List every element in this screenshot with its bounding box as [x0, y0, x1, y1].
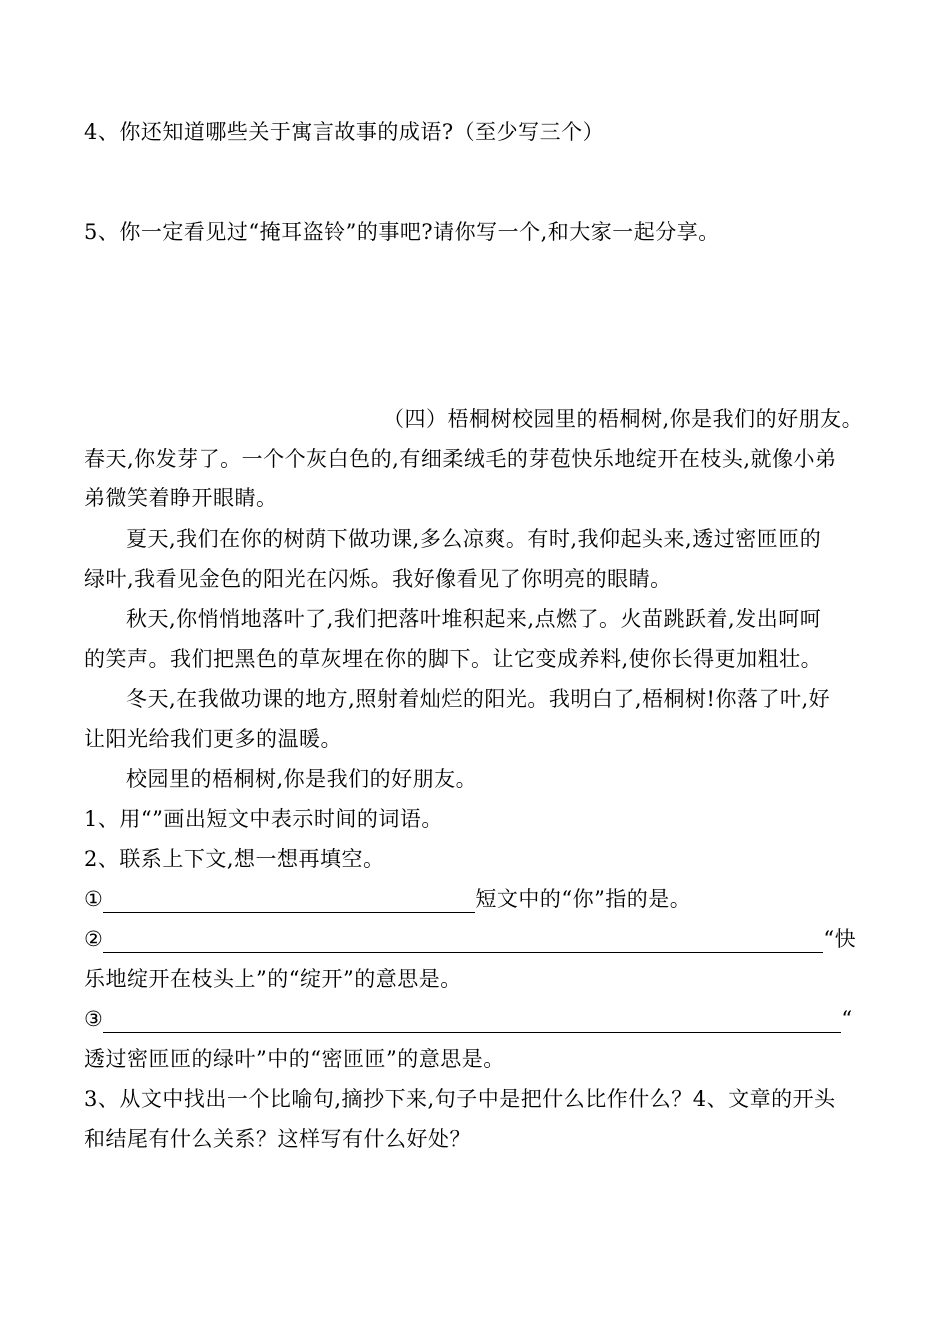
question-1: 1、用“”画出短文中表示时间的词语。 [84, 807, 443, 831]
question-2-1 [84, 885, 691, 913]
question-2-2-tail: “快 [823, 927, 857, 951]
question-5: 5、你一定看见过“掩耳盗铃”的事吧?请你写一个,和大家一起分享。 [84, 220, 720, 244]
question-2-3 [84, 1005, 853, 1033]
passage-p2-line1: 夏天,我们在你的树荫下做功课,多么凉爽。有时,我仰起头来,透过密匝匝的 [126, 527, 822, 551]
passage-p1-line2: 弟微笑着睁开眼睛。 [84, 486, 278, 510]
passage-p1-line1: 春天,你发芽了。一个个灰白色的,有细柔绒毛的芽苞快乐地绽开在枝头,就像小弟 [84, 447, 837, 471]
question-2-3-tail: “ [841, 1007, 853, 1031]
answer-blank-1[interactable] [103, 890, 475, 913]
passage-p4-line1: 冬天,在我做功课的地方,照射着灿烂的阳光。我明白了,梧桐树!你落了叶,好 [126, 687, 831, 711]
answer-blank-2[interactable] [103, 930, 823, 953]
question-2-2 [84, 925, 856, 953]
item-mark-3: ③ [84, 1007, 104, 1031]
question-3-line2: 和结尾有什么关系？这样写有什么好处？ [84, 1127, 471, 1151]
question-2-1-text: 短文中的“你”指的是。 [475, 887, 692, 911]
passage-p3-line1: 秋天,你悄悄地落叶了,我们把落叶堆积起来,点燃了。火苗跳跃着,发出呵呵 [126, 607, 822, 631]
item-mark-1: ① [84, 887, 104, 911]
passage-p2-line2: 绿叶,我看见金色的阳光在闪烁。我好像看见了你明亮的眼睛。 [84, 567, 672, 591]
answer-blank-3[interactable] [103, 1010, 841, 1033]
passage-p3-line2: 的笑声。我们把黑色的草灰埋在你的脚下。让它变成养料,使你长得更加粗壮。 [84, 647, 823, 671]
passage-heading: （四）梧桐树校园里的梧桐树,你是我们的好朋友。 [383, 407, 864, 431]
question-2-3-line2: 透过密匝匝的绿叶”中的“密匝匝”的意思是。 [84, 1047, 505, 1071]
question-2: 2、联系上下文,想一想再填空。 [84, 847, 385, 871]
question-4: 4、你还知道哪些关于寓言故事的成语?（至少写三个） [84, 120, 605, 144]
passage-p5: 校园里的梧桐树,你是我们的好朋友。 [126, 767, 478, 791]
question-3-line1: 3、从文中找出一个比喻句,摘抄下来,句子中是把什么比作什么？4、文章的开头 [84, 1087, 836, 1111]
passage-p4-line2: 让阳光给我们更多的温暖。 [84, 727, 342, 751]
item-mark-2: ② [84, 927, 104, 951]
question-2-2-line2: 乐地绽开在枝头上”的“绽开”的意思是。 [84, 967, 462, 991]
